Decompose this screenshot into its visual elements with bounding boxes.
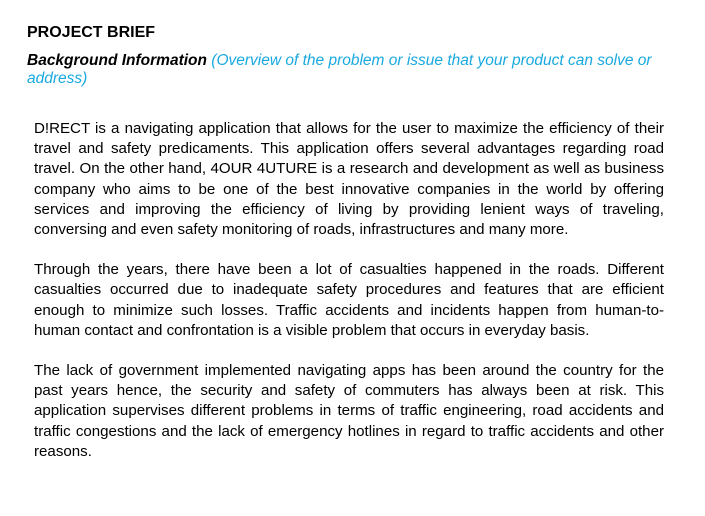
document-body	[34, 119, 664, 482]
paragraph: Through the years, there have been a lot of casualties happened in the roads. Different casualties occurred due to inadequate safety procedures and features that are efficient enough to minimize such losses. Traffic accidents and incidents happen from human-to-human contact and confrontation is a visible problem that occurs in everyday basis.	[34, 261, 664, 339]
section-heading	[27, 52, 677, 88]
paragraph: The lack of government implemented navigating apps has been around the country for the past years hence, the security and safety of commuters has always been at risk. This application supervises different problems in terms of traffic engineering, road accidents and traffic congestions and the lack of emergency hotlines in regard to traffic accidents and other reasons.	[34, 362, 664, 460]
paragraph: D!RECT is a navigating application that allows for the user to maximize the efficiency of their travel and safety predicaments. This application offers several advantages regarding road travel. On the other hand, 4OUR 4UTURE is a research and development as well as business company who aims to be one of the best innovative companies in the world by offering services and improving the efficiency of living by providing lenient ways of traveling, conversing and even safety monitoring of roads, infrastructures and many more.	[34, 120, 664, 239]
section-label: Background Information	[27, 52, 207, 69]
section-hint: (Overview of the problem or issue that your product can solve or address)	[27, 52, 652, 87]
document-title: PROJECT BRIEF	[27, 24, 156, 41]
